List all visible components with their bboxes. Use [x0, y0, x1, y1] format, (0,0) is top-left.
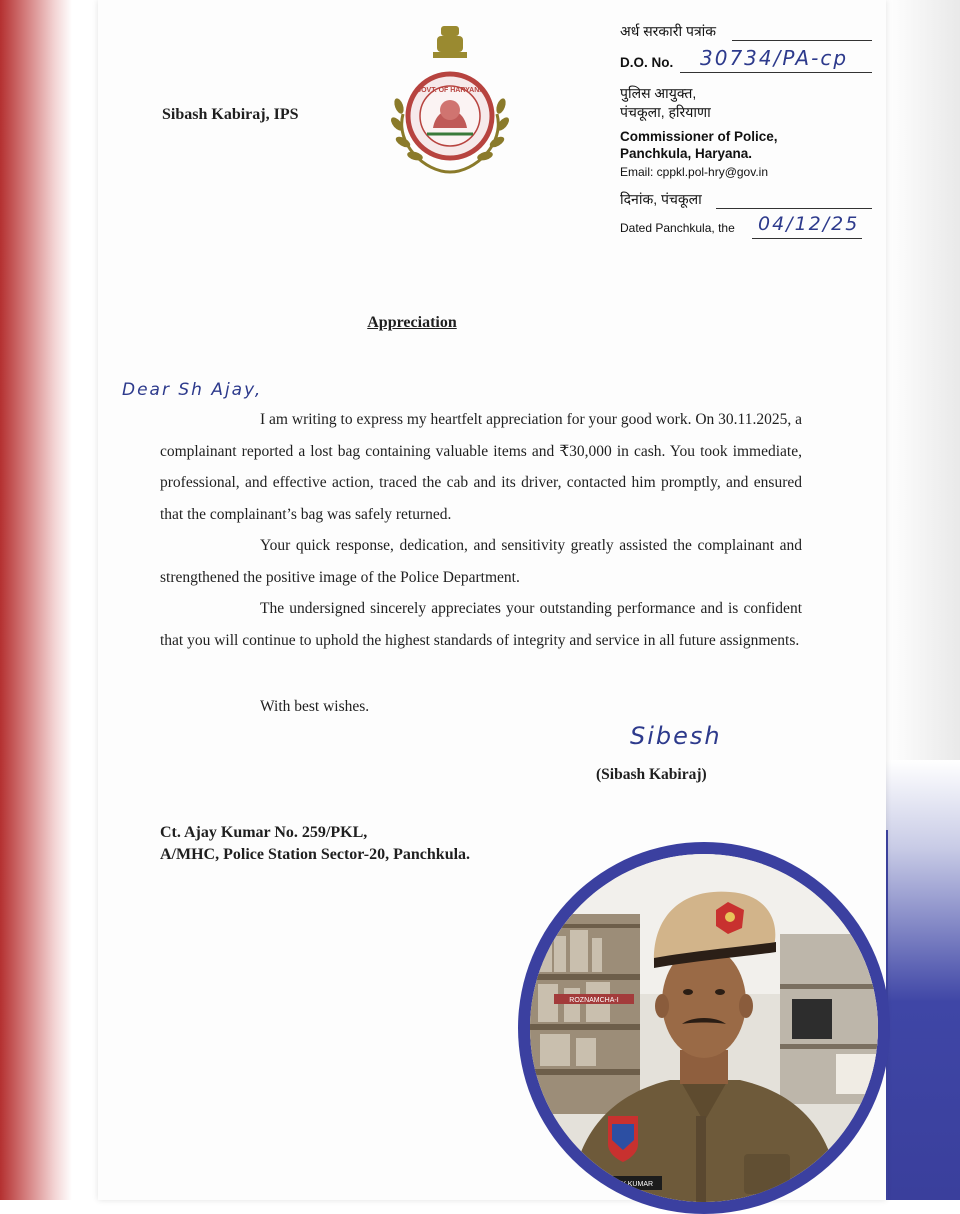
letter-author: Sibash Kabiraj, IPS [162, 106, 299, 123]
closing: With best wishes. [260, 698, 370, 715]
office-english [620, 128, 778, 162]
date-label-hindi: दिनांक, पंचकूला [620, 191, 702, 207]
signature: Sibesh [630, 722, 722, 750]
office-hindi-line2: पंचकूला, हरियाणा [620, 104, 711, 120]
date-value: 04/12/25 [758, 213, 860, 235]
do-underline-top [732, 40, 872, 41]
date-underline-top [716, 208, 872, 209]
shelf-label: ROZNAMCHA-I [569, 997, 619, 1004]
paragraph-1: I am writing to express my heartfelt appreciation for your good work. On 30.11.2025, a complainant reported a lost bag containing valuable items and ₹30,000 in cash. You took immediate, professional, and effective action, traced the cab and its driver, contacted him promptly, and ensured that the complainant’s bag was safely returned. [160, 411, 802, 523]
background-red-frame [0, 0, 72, 1200]
date-label: Dated Panchkula, the [620, 221, 735, 235]
do-label: D.O. No. [620, 55, 674, 70]
recipient-line1: Ct. Ajay Kumar No. 259/PKL, [160, 824, 368, 841]
do-number: 30734/PA-cp [700, 46, 849, 70]
letter-title: Appreciation [367, 314, 457, 331]
office-hindi [620, 84, 711, 122]
salutation: Dear Sh Ajay, [122, 380, 263, 400]
recipient-line2: A/MHC, Police Station Sector-20, Panchkula. [160, 846, 471, 863]
recipient-address [160, 822, 470, 866]
signatory-name: (Sibash Kabiraj) [596, 766, 707, 783]
paragraph-2: Your quick response, dedication, and sensitivity greatly assisted the complainant and strengthened the positive image of the Police Department. [160, 537, 802, 586]
office-hindi-line1: पुलिस आयुक्त, [620, 85, 697, 101]
do-number-underline [680, 72, 872, 73]
office-line2: Panchkula, Haryana. [620, 146, 753, 161]
paragraph-3: The undersigned sincerely appreciates your outstanding performance and is confident that you will continue to uphold the highest standards of integrity and service in all future assignments. [160, 600, 802, 649]
svg-text:GOVT. OF HARYANA: GOVT. OF HARYANA [415, 87, 485, 94]
background-right-shade [885, 0, 960, 800]
letter-body [160, 404, 802, 656]
date-underline [752, 238, 862, 239]
office-email: Email: cppkl.pol-hry@gov.in [620, 165, 769, 179]
haryana-emblem-icon [375, 24, 525, 174]
do-label-hindi: अर्ध सरकारी पत्रांक [620, 23, 717, 39]
office-line1: Commissioner of Police, [620, 129, 778, 144]
officer-photo-frame [518, 842, 890, 1214]
name-tag: AJAY KUMAR [608, 1181, 654, 1188]
officer-photo [530, 854, 878, 1202]
